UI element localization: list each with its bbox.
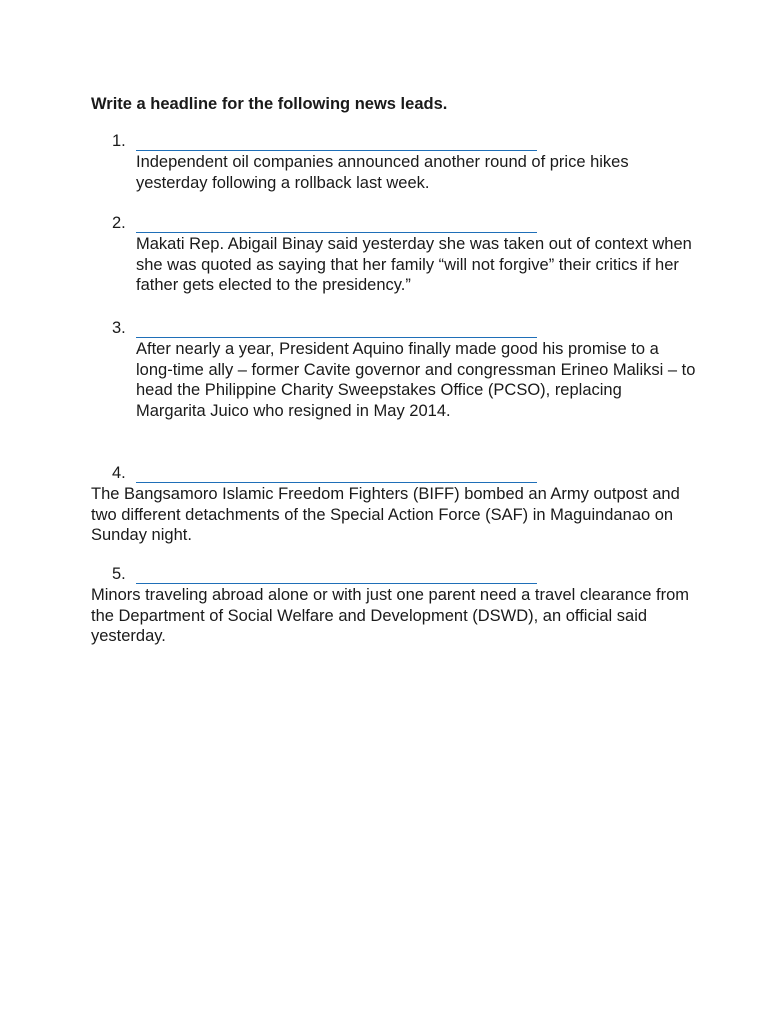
- item-number: 2.: [112, 214, 126, 232]
- headline-answer-blank[interactable]: [136, 564, 537, 584]
- headline-answer-blank[interactable]: [136, 463, 537, 483]
- item-number: 3.: [112, 319, 126, 337]
- news-lead-text: The Bangsamoro Islamic Freedom Fighters (BIFF) bombed an Army outpost and two different detachments of the Special Action Force (SAF) in Maguindanao on Sunday night.: [91, 484, 680, 545]
- worksheet-heading: Write a headline for the following news leads.: [91, 95, 448, 113]
- news-lead-text: Makati Rep. Abigail Binay said yesterday she was taken out of context when she was quoted as saying that her family “will not forgive” their critics if her father gets elected to the presidency.”: [136, 234, 692, 295]
- headline-answer-blank[interactable]: [136, 213, 537, 233]
- item-number-line: [112, 564, 136, 585]
- news-lead-text: Minors traveling abroad alone or with just one parent need a travel clearance from the Department of Social Welfare and Development (DSWD), an official said yesterday.: [91, 585, 689, 646]
- headline-answer-blank[interactable]: [136, 318, 537, 338]
- item-number: 4.: [112, 464, 126, 482]
- item-number-line: [112, 131, 136, 152]
- news-lead-text: After nearly a year, President Aquino finally made good his promise to a long-time ally – former Cavite governor and congressman Erineo Maliksi – to head the Philippine Charity Sweepstakes Office (PCSO), replacing Margarita Juico who resigned in May 2014.: [136, 339, 696, 421]
- item-number-line: [112, 213, 136, 234]
- news-lead-text: Independent oil companies announced another round of price hikes yesterday following a rollback last week.: [136, 152, 629, 192]
- headline-answer-blank[interactable]: [136, 131, 537, 151]
- item-number-line: [112, 463, 136, 484]
- item-number: 5.: [112, 565, 126, 583]
- item-number-line: [112, 318, 136, 339]
- item-number: 1.: [112, 132, 126, 150]
